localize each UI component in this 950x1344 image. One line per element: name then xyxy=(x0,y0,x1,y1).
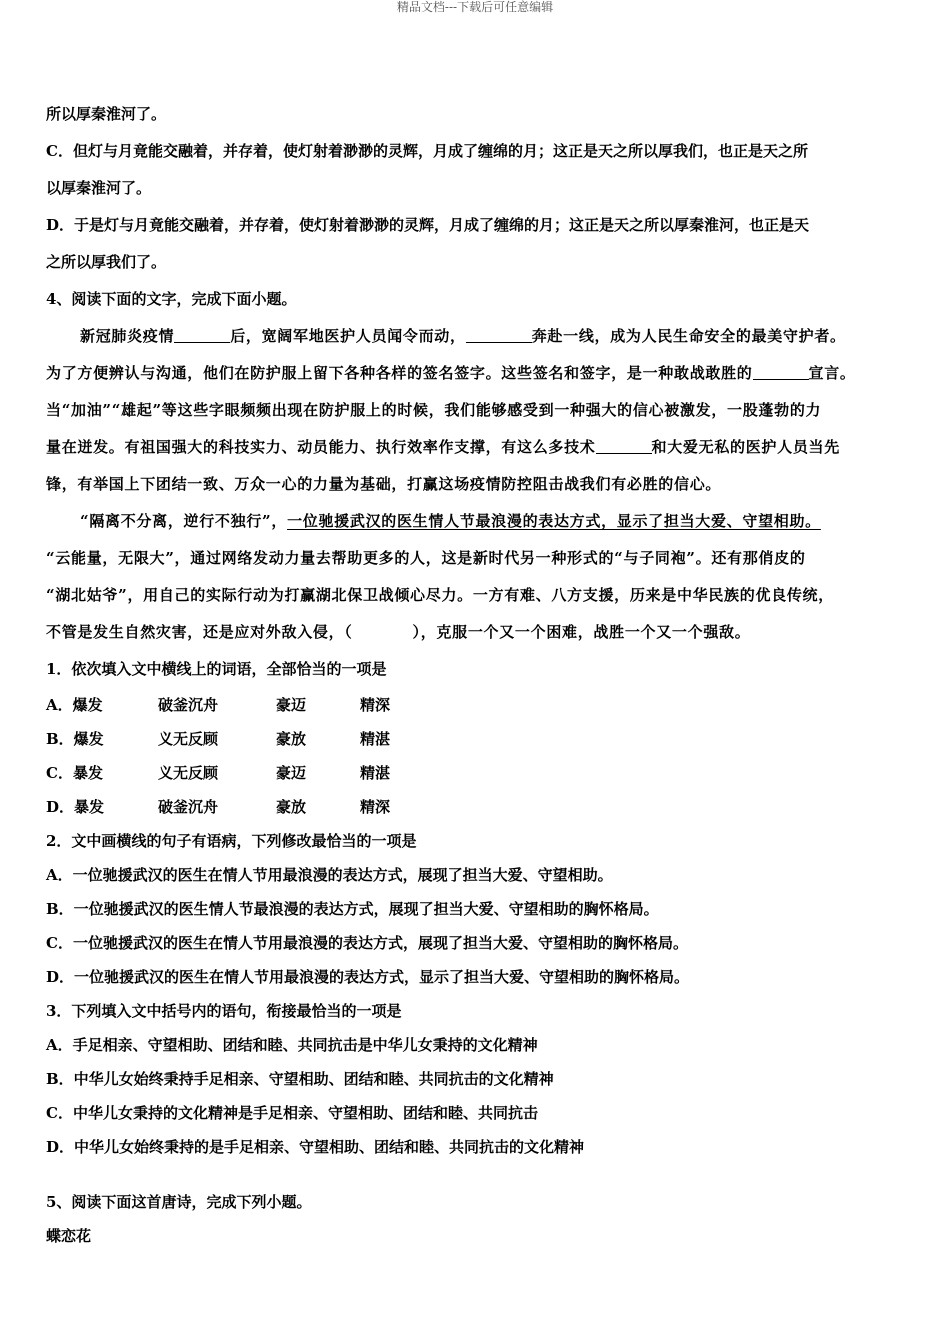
passage-line: “隔离不分离，逆行不独行”，一位驰援武汉的医生情人节最浪漫的表达方式，显示了担当大爱、守望相助。 xyxy=(80,512,821,530)
fill-blank-3 xyxy=(753,365,809,380)
option-row: A．爆发 破釜沉舟 豪迈 精深 xyxy=(46,696,391,714)
option-row: D．中华儿女始终秉持的是手足相亲、守望相助、团结和睦、共同抗击的文化精神 xyxy=(46,1138,585,1156)
page-header: 精品文档---下载后可任意编辑 xyxy=(396,0,554,14)
passage-line: 量在迸发。有祖国强大的科技实力、动员能力、执行效率作支撑，有这么多技术 和大爱无私的医护人员当先 xyxy=(46,438,840,456)
passage-line: “湖北姑爷”，用自己的实际行动为打赢湖北保卫战倾心尽力。一方有难、八方支援，历来是中华民族的优良传统， xyxy=(46,586,834,604)
fill-blank-4 xyxy=(596,439,652,454)
prev-option-c-cont: 以厚秦淮河了。 xyxy=(46,179,152,197)
sub-question-2-stem: 2．文中画横线的句子有语病，下列修改最恰当的一项是 xyxy=(46,832,417,850)
option-row: B．中华儿女始终秉持手足相亲、守望相助、团结和睦、共同抗击的文化精神 xyxy=(46,1070,554,1088)
option-row: C．暴发 义无反顾 豪迈 精湛 xyxy=(46,764,391,782)
passage xyxy=(46,318,908,651)
sub-question-3-stem: 3．下列填入文中括号内的语句，衔接最恰当的一项是 xyxy=(46,1002,402,1020)
passage-line: 新冠肺炎疫情 后，宽阔军地医护人员闻令而动， 奔赴一线，成为人民生命安全的最美守护者。 xyxy=(80,327,846,345)
fill-blank-2 xyxy=(466,328,532,343)
passage-line: 为了方便辨认与沟通，他们在防护服上留下各种各样的签名签字。这些签名和签字，是一种敢战敢胜的 宣言。 xyxy=(46,364,856,382)
prev-option-d: D．于是灯与月竟能交融着，并存着，使灯射着渺渺的灵辉，月成了缠绵的月；这正是天之所以厚秦淮河，也正是天 xyxy=(46,216,810,234)
fill-blank-1 xyxy=(174,328,230,343)
prev-option-d-cont: 之所以厚我们了。 xyxy=(46,253,167,271)
question-5-title: 5、阅读下面这首唐诗，完成下列小题。 xyxy=(46,1193,312,1211)
prev-option-c: C．但灯与月竟能交融着，并存着，使灯射着渺渺的灵辉，月成了缠绵的月；这正是天之所以厚我们，也正是天之所 xyxy=(46,142,808,160)
option-row: B．爆发 义无反顾 豪放 精湛 xyxy=(46,730,391,748)
question-4-title: 4、阅读下面的文字，完成下面小题。 xyxy=(46,290,297,308)
passage-line: 当“加油”“雄起”等这些字眼频频出现在防护服上的时候，我们能够感受到一种强大的信心被激发，一股蓬勃的力 xyxy=(46,401,822,419)
option-row: A．手足相亲、守望相助、团结和睦、共同抗击是中华儿女秉持的文化精神 xyxy=(46,1036,538,1054)
option-row: B．一位驰援武汉的医生情人节最浪漫的表达方式，展现了担当大爱、守望相助的胸怀格局。 xyxy=(46,900,659,918)
poem-title: 蝶恋花 xyxy=(46,1227,92,1245)
option-row: D．暴发 破釜沉舟 豪放 精深 xyxy=(46,798,391,816)
prev-question-tail: 所以厚秦淮河了。 xyxy=(46,105,167,123)
option-row: C．中华儿女秉持的文化精神是手足相亲、守望相助、团结和睦、共同抗击 xyxy=(46,1104,538,1122)
passage-line: 锋，有举国上下团结一致、万众一心的力量为基础，打赢这场疫情防控阻击战我们有必胜的信心。 xyxy=(46,475,722,493)
sub-question-1-stem: 1．依次填入文中横线上的词语，全部恰当的一项是 xyxy=(46,660,387,678)
option-row: D．一位驰援武汉的医生在情人节用最浪漫的表达方式，显示了担当大爱、守望相助的胸怀格局。 xyxy=(46,968,690,986)
underlined-sentence: 一位驰援武汉的医生情人节最浪漫的表达方式，显示了担当大爱、守望相助。 xyxy=(287,512,821,530)
option-row: C．一位驰援武汉的医生在情人节用最浪漫的表达方式，展现了担当大爱、守望相助的胸怀格局。 xyxy=(46,934,688,952)
passage-line: 不管是发生自然灾害，还是应对外敌入侵，（ ），克服一个又一个困难，战胜一个又一个强敌。 xyxy=(46,623,751,641)
document-body xyxy=(46,96,908,1251)
passage-line: “云能量，无限大”，通过网络发动力量去帮助更多的人，这是新时代另一种形式的“与子同袍”。还有那俏皮的 xyxy=(46,549,806,567)
option-row: A．一位驰援武汉的医生在情人节用最浪漫的表达方式，展现了担当大爱、守望相助。 xyxy=(46,866,613,884)
